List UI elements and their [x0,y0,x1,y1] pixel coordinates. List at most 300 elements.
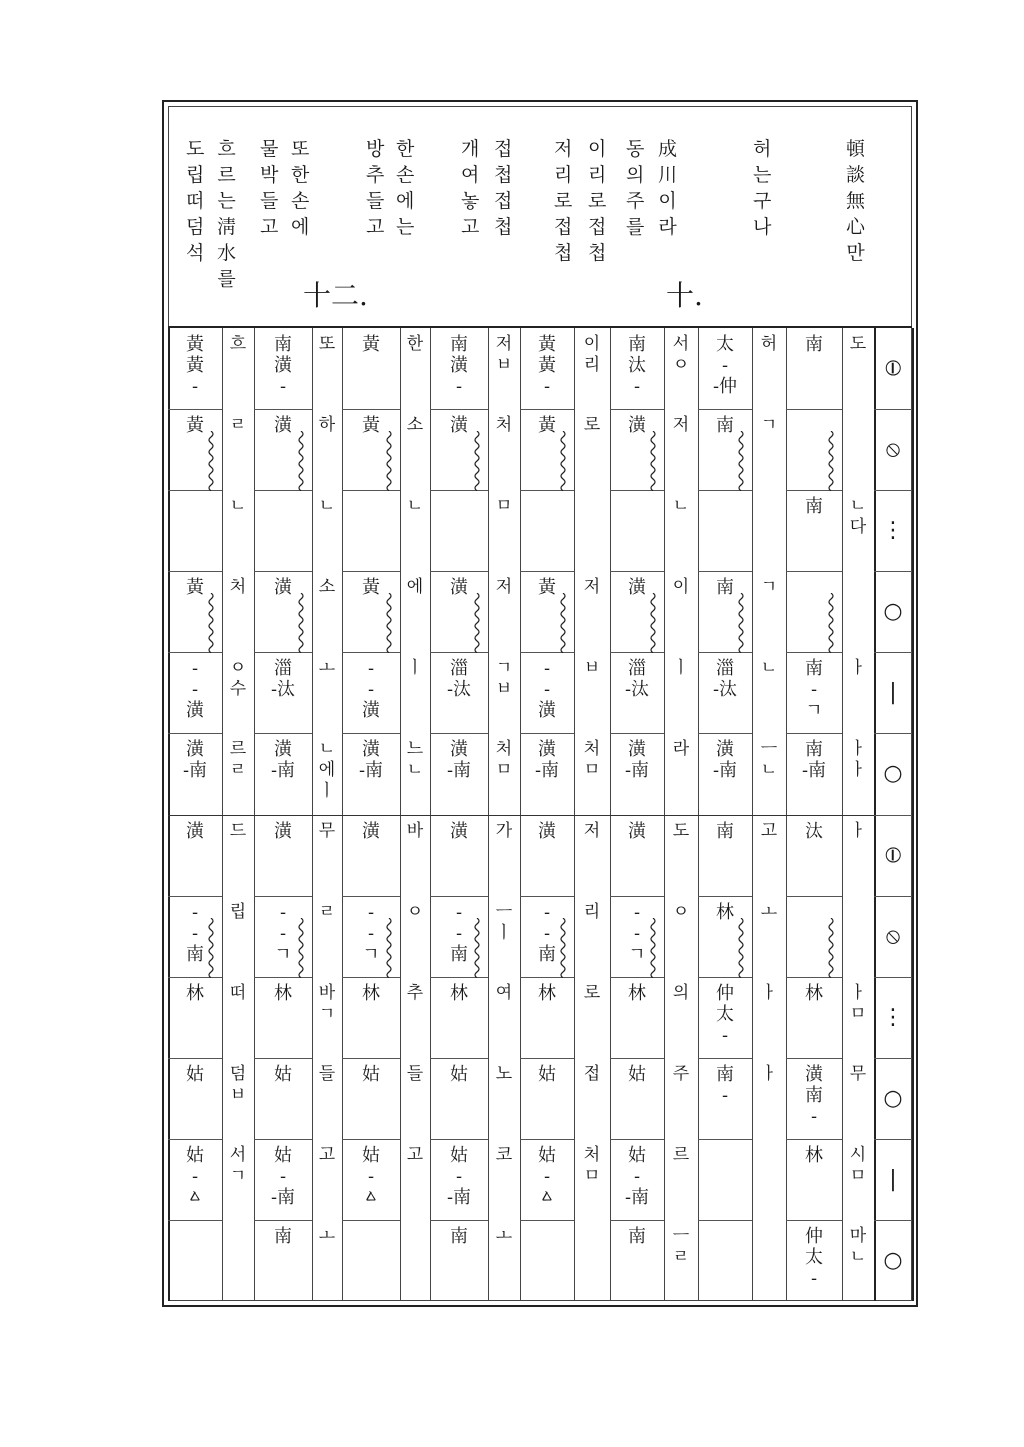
cell-row-line [430,733,488,734]
syllable-cell: ㅏ [849,658,867,679]
cell-row-line [254,896,312,897]
vibrato-mark [384,593,394,653]
pitch-cell: 南 [716,415,734,437]
lyric-char: 리 [588,164,607,186]
pitch-cell: 林 [538,982,556,1004]
lyric-column-8 [461,136,479,240]
lyric-char: 립 [186,164,205,186]
pitch-cell: 姑 - -南 [270,1144,296,1208]
cell-row-line [610,1058,664,1059]
lyric-char: 한 [291,164,310,186]
cell-row-line [786,1220,842,1221]
syllable-cell: 바 ㄱ [318,982,336,1024]
lyric-column-9 [396,136,414,240]
pitch-cell: 姑 - -南 [624,1144,650,1208]
pitch-cell: 黃 [538,415,556,437]
beat-marker: ⦶ [885,356,901,382]
lyric-column-12 [260,136,278,240]
syllable-cell: 도 [849,334,867,354]
lyric-char: 나 [753,216,772,238]
syllable-cell: 노 [495,1063,513,1084]
syllable-cell: 추 [406,982,424,1003]
vibrato-mark [648,431,658,491]
lyric-char: 허 [753,138,772,160]
pitch-cell: 黃 [186,577,204,599]
vibrato-mark [558,593,568,653]
pitch-cell: 姑 - ㅿ [186,1144,204,1208]
cell-row-line [254,733,312,734]
syllable-cell: 라 [672,739,690,760]
lyric-char: 놓 [461,190,480,212]
pitch-cell: 林 [805,1144,823,1166]
syllable-cell: 소 [406,415,424,436]
cell-row-line [786,896,842,897]
pitch-cell: 潢 [274,577,292,599]
lyric-char: 박 [260,164,279,186]
cell-row-line [610,1220,664,1221]
cell-row-line [430,1058,488,1059]
cell-row-line [254,571,312,572]
cell-row-line [342,409,400,410]
lyric-char: 들 [366,190,385,212]
lyric-char: 로 [588,190,607,212]
lyric-char: 물 [260,138,279,160]
pitch-cell: 南 潢 - [274,334,292,397]
cell-row-line [610,409,664,410]
syllable-cell: 소 [318,577,336,598]
lyric-column-13 [217,136,236,292]
lyric-char: 頓 [846,138,866,160]
cell-row-line [752,815,786,816]
cell-row-line [168,896,222,897]
lyric-char: 접 [588,216,607,238]
vibrato-mark [826,431,836,491]
lyric-char: 談 [846,164,866,186]
syllable-cell: 흐 [229,334,247,354]
syllable-cell: ㅡ ㄹ [672,1225,690,1267]
syllable-cell: ㄴ [672,496,690,517]
lyric-column-1 [846,136,865,266]
cell-row-line [520,409,574,410]
pitch-cell: 林 [274,982,292,1004]
pitch-cell: 黃 黃 - [186,334,204,397]
syllable-cell: 하 [318,415,336,436]
pitch-cell: 潢 -南 [270,739,296,782]
pitch-cell: 仲 太 - [805,1225,823,1289]
pitch-cell: 潢 -南 [712,739,738,782]
pitch-cell: 林 [716,901,734,923]
vibrato-mark [736,431,746,491]
lyric-char: 또 [291,138,310,160]
pitch-cell: 南 [805,496,823,518]
pitch-cell: - - ㄱ [628,901,646,965]
syllable-cell: 코 [495,1144,513,1165]
syllable-cell: 저 ㅂ [495,334,513,375]
syllable-cell: 떠 [229,982,247,1003]
lyric-column-5 [588,136,606,266]
lyric-char: 이 [588,138,607,160]
beat-marker: ⦸ [885,923,901,949]
pitch-cell: 潢 南 - [805,1063,823,1127]
cell-row-line [430,1220,488,1221]
lyric-char: 淸 [217,216,237,238]
pitch-cell: 南 [805,334,823,355]
cell-row-line [342,571,400,572]
cell-row-line [786,815,842,816]
pitch-cell: 黃 [362,415,380,437]
pitch-cell: 林 [628,982,646,1004]
cell-row-line [168,571,222,572]
lyric-char: 들 [260,190,279,212]
lyric-char: 한 [396,138,415,160]
vibrato-mark [296,431,306,491]
lyric-char: 방 [366,138,385,160]
lyric-char: 동 [626,138,645,160]
pitch-cell: 潢 [186,820,204,842]
lyric-column-3 [658,136,677,240]
cell-row-line [520,571,574,572]
cell-row-line [698,1220,752,1221]
pitch-cell: 潢 [450,577,468,599]
cell-row-line [698,733,752,734]
cell-row-line [786,1139,842,1140]
cell-row-line [786,571,842,572]
syllable-cell: 이 [672,577,690,598]
pitch-cell: 南 -南 [801,739,827,782]
vibrato-mark [206,918,216,978]
lyric-char: 손 [291,190,310,212]
lyric-char: 저 [554,138,573,160]
cell-row-line [520,896,574,897]
lyric-char: 주 [626,190,645,212]
cell-row-line [254,1058,312,1059]
syllable-cell: 마 ㄴ [849,1225,867,1267]
syllable-cell: 시 ㅁ [849,1144,867,1186]
syllable-cell: 립 [229,901,247,922]
cell-row-line [342,896,400,897]
pitch-cell: 黃 [362,334,380,355]
syllable-cell: 저 [672,415,690,436]
cell-row-line [430,571,488,572]
pitch-cell: - - 潢 [538,658,556,722]
lyric-char: 덤 [186,216,205,238]
cell-row-line [520,815,574,816]
cell-row-line [430,896,488,897]
vibrato-mark [736,918,746,978]
pitch-cell: 潢 -南 [182,739,208,782]
beat-marker: ⦸ [885,437,901,463]
pitch-cell: 南 [716,820,734,842]
syllable-cell: 가 [495,820,513,841]
cell-row-line [168,815,222,816]
pitch-cell: 姑 [538,1063,556,1085]
vibrato-mark [384,431,394,491]
syllable-cell: ㄴ [229,496,247,517]
beat-marker: ⦶ [885,842,901,868]
vibrato-mark [472,918,482,978]
syllable-cell: ㅏ [849,820,867,841]
beat-marker: | [889,680,897,706]
syllable-cell: 또 [318,334,336,354]
syllable-cell: 한 [406,334,424,354]
syllable-cell: 드 [229,820,247,841]
syllable-cell: 르 [672,1144,690,1165]
cell-row-line [168,1139,222,1140]
syllable-cell: 들 [318,1063,336,1084]
cell-row-line [786,733,842,734]
pitch-cell: 姑 [362,1063,380,1085]
syllable-cell: 여 [495,982,513,1003]
lyric-char: 접 [494,138,513,160]
syllable-cell: 리 [583,901,601,922]
vibrato-mark [648,918,658,978]
cell-row-line [610,1139,664,1140]
pitch-cell: 潢 [362,820,380,842]
pitch-cell: 南 [274,1225,292,1247]
pitch-cell: 潢 [538,820,556,842]
lyric-char: 를 [217,268,236,290]
lyric-char: 川 [658,164,678,186]
cell-row-line [574,815,610,816]
cell-row-line [168,1058,222,1059]
syllable-cell: 의 [672,982,690,1003]
cell-row-line [254,1220,312,1221]
cell-row-line [488,815,520,816]
vibrato-mark [472,593,482,653]
syllable-cell: ㄹ [229,415,247,436]
pitch-cell: 姑 - ㅿ [538,1144,556,1208]
lyric-char: 첩 [588,242,607,264]
syllable-cell: 처 ㅁ [583,739,601,781]
cell-row-line [254,409,312,410]
syllable-cell: 저 [583,577,601,598]
cell-row-line [342,1220,400,1221]
cell-row-line [222,815,254,816]
syllable-cell: ㄴ [406,496,424,517]
cell-row-line [168,733,222,734]
vibrato-mark [648,593,658,653]
cell-row-line [610,896,664,897]
lyric-char: 水 [217,242,237,264]
syllable-cell: 바 [406,820,424,841]
syllable-cell: 무 [318,820,336,841]
syllable-cell: 처 ㅁ [495,739,513,781]
lyric-char: 구 [753,190,772,212]
syllable-cell: 처 [229,577,247,598]
cell-row-line [698,896,752,897]
lyric-char: 첩 [494,216,513,238]
pitch-cell: 湽 -汰 [624,658,650,701]
lyric-char: 로 [554,190,573,212]
beat-marker: ⋮ [882,1004,904,1030]
lyrics-panel [168,106,912,326]
syllable-cell: ㄱ [760,415,778,436]
pitch-cell: 南 [450,1225,468,1247]
lyric-char: 이 [658,190,677,212]
vibrato-mark [206,431,216,491]
syllable-cell: ㅗ [495,1225,513,1246]
vibrato-mark [558,431,568,491]
syllable-cell: ㅏ [760,1063,778,1084]
pitch-cell: 姑 [450,1063,468,1085]
cell-row-line [254,1139,312,1140]
pitch-cell: 南 [628,1225,646,1247]
syllable-cell: 처 ㅁ [583,1144,601,1186]
syllable-cell: ㄱ ㅂ [495,658,513,700]
cell-row-line [168,1220,222,1221]
lyric-char: 도 [186,138,205,160]
pitch-cell: 湽 -汰 [446,658,472,701]
lyric-column-11 [291,136,309,240]
syllable-cell: 무 [849,1063,867,1084]
syllable-cell: ㅡ ㅣ [495,901,513,943]
pitch-cell: - - 潢 [186,658,204,722]
pitch-cell: 潢 [274,415,292,437]
cell-row-line [842,815,874,816]
pitch-cell: 林 [805,982,823,1004]
syllable-cell: ㅏ ㅏ [849,739,867,781]
lyric-char: 無 [846,190,866,212]
lyric-char: 떠 [186,190,205,212]
syllable-cell: ㅗ [318,658,336,679]
pitch-cell: - - ㄱ [362,901,380,965]
pitch-cell: 黃 黃 - [538,334,556,397]
syllable-cell: 로 [583,415,601,436]
syllable-cell: 로 [583,982,601,1003]
lyric-char: 에 [291,216,310,238]
vibrato-mark [826,918,836,978]
vibrato-mark [206,593,216,653]
pitch-cell: 南 [716,577,734,599]
lyric-char: 라 [658,216,677,238]
lyric-char: 흐 [217,138,236,160]
pitch-cell: 黃 [538,577,556,599]
cell-row-line [520,733,574,734]
syllable-cell: 처 [495,415,513,436]
lyric-char: 만 [846,242,865,264]
syllable-cell: ㄴ [318,496,336,517]
cell-row-line [400,815,430,816]
beat-marker: | [889,1166,897,1192]
cell-row-line [664,815,698,816]
verse-number: 十. [666,279,703,312]
pitch-cell: 林 [450,982,468,1004]
lyric-char: 석 [186,242,205,264]
cell-row-line [698,1139,752,1140]
syllable-cell: ㅁ [495,496,513,517]
syllable-cell: 이 리 [583,334,601,375]
syllable-cell: 접 [583,1063,601,1084]
syllable-cell: 서 ㄱ [229,1144,247,1186]
lyric-column-10 [366,136,384,240]
lyric-char: 는 [217,190,236,212]
syllable-cell: ㅏ [760,982,778,1003]
cell-row-line [520,1139,574,1140]
syllable-cell: 들 [406,1063,424,1084]
pitch-cell: 太 - -仲 [712,334,738,397]
lyric-char: 개 [461,138,480,160]
pitch-cell: 南 - ㄱ [805,658,823,722]
pitch-cell: 南 - [716,1063,734,1106]
pitch-cell: 潢 -南 [446,739,472,782]
lyric-column-14 [186,136,204,266]
pitch-cell: 潢 [450,415,468,437]
lyrics-score-divider [168,326,912,328]
syllable-cell: 고 [760,820,778,841]
pitch-cell: 黃 [362,577,380,599]
lyric-char: 고 [461,216,480,238]
vibrato-mark [826,593,836,653]
cell-row-line [698,815,752,816]
syllable-cell: ㄴ 에 ㅣ [318,739,336,802]
pitch-cell: 潢 [274,820,292,842]
pitch-cell: 姑 [186,1063,204,1085]
pitch-cell: 南 潢 - [450,334,468,397]
pitch-cell: 姑 [628,1063,646,1085]
syllable-cell: ㅇ 수 [229,658,247,700]
pitch-cell: 潢 [450,820,468,842]
cell-row-line [342,815,400,816]
pitch-cell: - - 南 [186,901,204,965]
pitch-cell: - - 潢 [362,658,380,722]
cell-row-line [430,409,488,410]
lyric-char: 는 [753,164,772,186]
cell-row-line [610,815,664,816]
lyric-char: 에 [396,190,415,212]
cell-row-line [254,815,312,816]
syllable-cell: 서 ㅇ [672,334,690,375]
cell-row-line [520,1058,574,1059]
pitch-cell: - - 南 [450,901,468,965]
vibrato-mark [384,918,394,978]
vibrato-mark [558,918,568,978]
vibrato-mark [296,593,306,653]
pitch-cell: 林 [186,982,204,1004]
cell-row-line [698,571,752,572]
cell-row-line [786,1058,842,1059]
syllable-cell: 고 [318,1144,336,1165]
lyric-char: 접 [494,190,513,212]
syllable-cell: ㅇ [406,901,424,922]
syllable-cell: ㅣ [672,658,690,679]
pitch-cell: - - ㄱ [274,901,292,965]
cell-row-line [168,409,222,410]
pitch-cell: 林 [362,982,380,1004]
vibrato-mark [296,918,306,978]
syllable-cell: ㅂ [583,658,601,679]
pitch-cell: 潢 -南 [534,739,560,782]
cell-row-line [698,409,752,410]
syllable-cell: ㅇ [672,901,690,922]
syllable-cell: ㄴ [760,658,778,679]
lyric-char: 를 [626,216,645,238]
lyric-char: 접 [554,216,573,238]
lyric-char: 는 [396,216,415,238]
cell-row-line [610,733,664,734]
lyric-char: 르 [217,164,236,186]
lyric-char: 의 [626,164,645,186]
pitch-cell: 湽 -汰 [712,658,738,701]
pitch-cell: 潢 [628,577,646,599]
syllable-cell: 허 [760,334,778,354]
cell-row-line [610,571,664,572]
syllable-cell: ㅡ ㄴ [760,739,778,781]
lyric-char: 손 [396,164,415,186]
beat-marker: ○ [883,1085,903,1111]
beat-marker: ⋮ [882,518,904,544]
pitch-cell: 姑 [274,1063,292,1085]
syllable-cell: 도 [672,820,690,841]
